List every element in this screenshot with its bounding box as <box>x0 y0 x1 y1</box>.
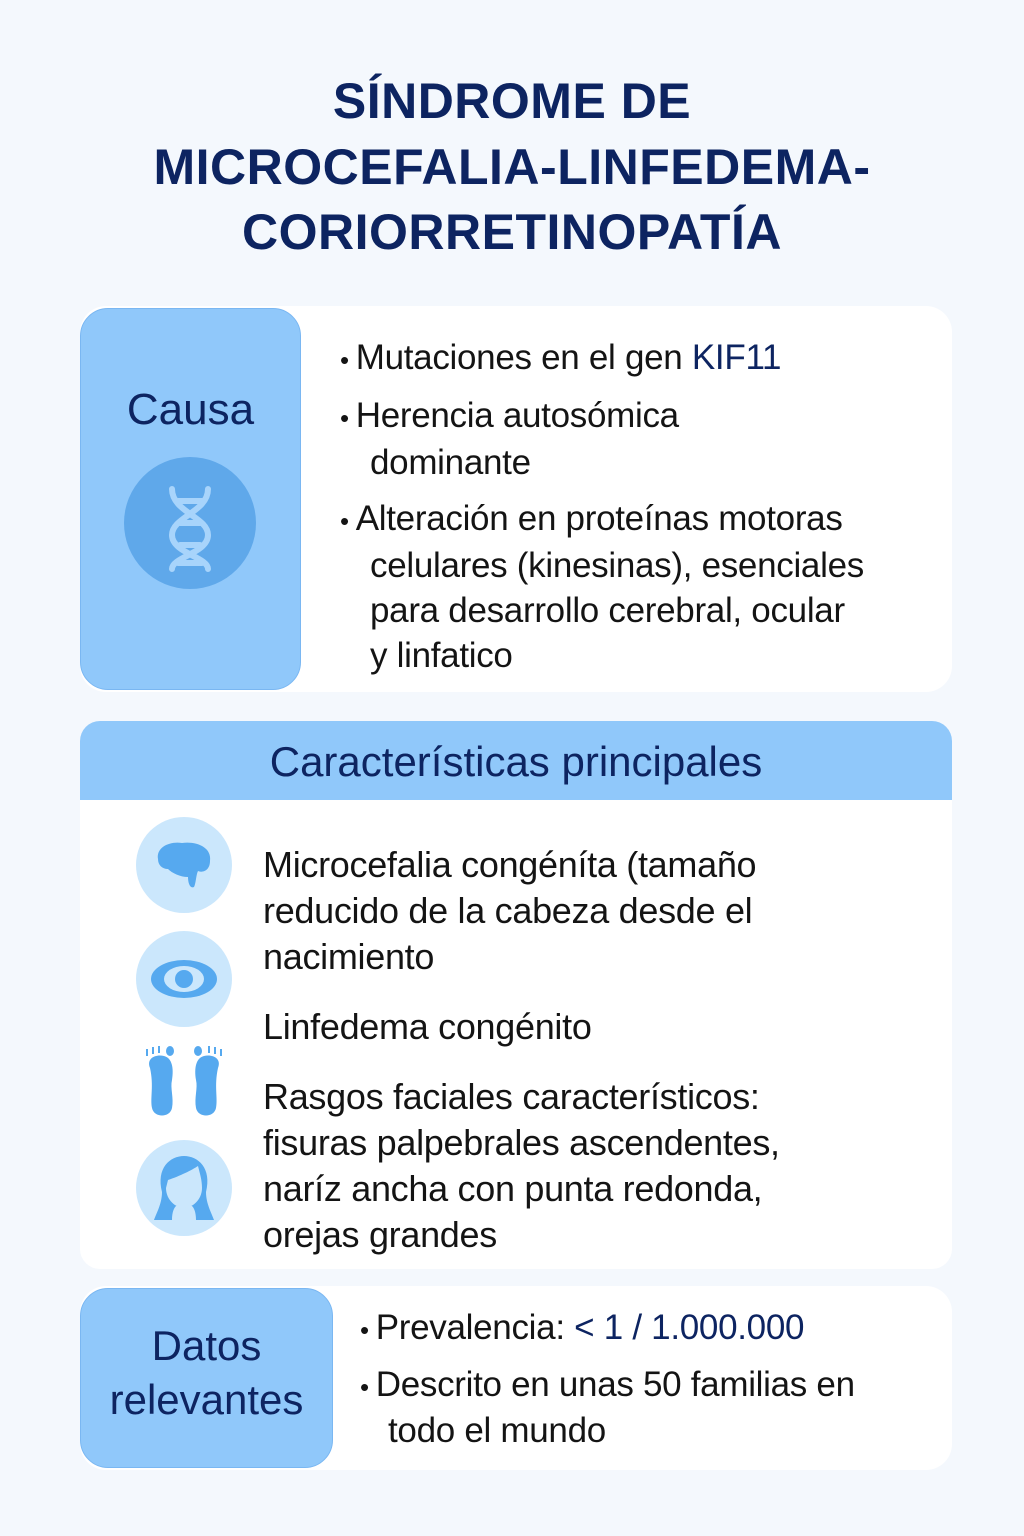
page-title-line-2: MICROCEFALIA-LINFEDEMA- <box>153 139 871 195</box>
bullet: • <box>340 506 356 536</box>
feature-microcefalia: Microcefalia congéníta (tamaño <box>263 844 757 885</box>
causa-item-3-cont: celulares (kinesinas), esenciales <box>370 546 864 585</box>
face-icon <box>136 1140 232 1236</box>
causa-item-2: • Herencia autosómica <box>340 396 679 435</box>
gene-name: KIF11 <box>691 338 782 377</box>
bullet: • <box>340 345 356 375</box>
datos-item-prevalencia: • Prevalencia: < 1 / 1.000.000 <box>360 1308 805 1347</box>
causa-list <box>340 338 864 676</box>
datos-box <box>80 1288 333 1468</box>
datos-item-familias-cont: todo el mundo <box>388 1411 606 1450</box>
eye-icon <box>136 931 232 1027</box>
causa-label: Causa <box>126 385 255 434</box>
feature-rasgos-cont: fisuras palpebrales ascendentes, <box>263 1122 780 1163</box>
page-title-line-1: SÍNDROME DE <box>332 73 692 129</box>
causa-item-2-cont: dominante <box>370 443 531 482</box>
datos-list <box>360 1308 855 1451</box>
bullet: • <box>340 403 356 433</box>
causa-item-3: • Alteración en proteínas motoras <box>340 499 843 538</box>
causa-item-3-cont: para desarrollo cerebral, ocular <box>370 591 845 630</box>
feature-linfedema: Linfedema congénito <box>263 1006 592 1047</box>
feature-rasgos-cont: naríz ancha con punta redonda, <box>263 1168 763 1209</box>
datos-label: Datos relevantes <box>109 1322 304 1423</box>
brain-icon <box>136 817 232 913</box>
feature-microcefalia-cont: nacimiento <box>263 936 435 977</box>
caracteristicas-header: Características principales <box>80 721 952 800</box>
causa-item-3-cont: y linfatico <box>370 636 513 675</box>
bullet: • <box>360 1315 376 1345</box>
feature-rasgos: Rasgos faciales característicos: <box>263 1076 760 1117</box>
page-title-line-3: CORIORRETINOPATÍA <box>242 204 782 260</box>
feet-icon <box>142 1046 226 1118</box>
prevalence-value: < 1 / 1.000.000 <box>574 1308 805 1347</box>
feature-microcefalia-cont: reducido de la cabeza desde el <box>263 890 753 931</box>
causa-box <box>80 308 301 690</box>
dna-icon <box>124 457 256 589</box>
feature-rasgos-cont: orejas grandes <box>263 1214 497 1255</box>
bullet: • <box>360 1372 376 1402</box>
caracteristicas-list <box>263 842 780 1258</box>
datos-item-familias: • Descrito en unas 50 familias en <box>360 1365 855 1404</box>
causa-item-1: • Mutaciones en el gen KIF11 <box>340 338 782 377</box>
